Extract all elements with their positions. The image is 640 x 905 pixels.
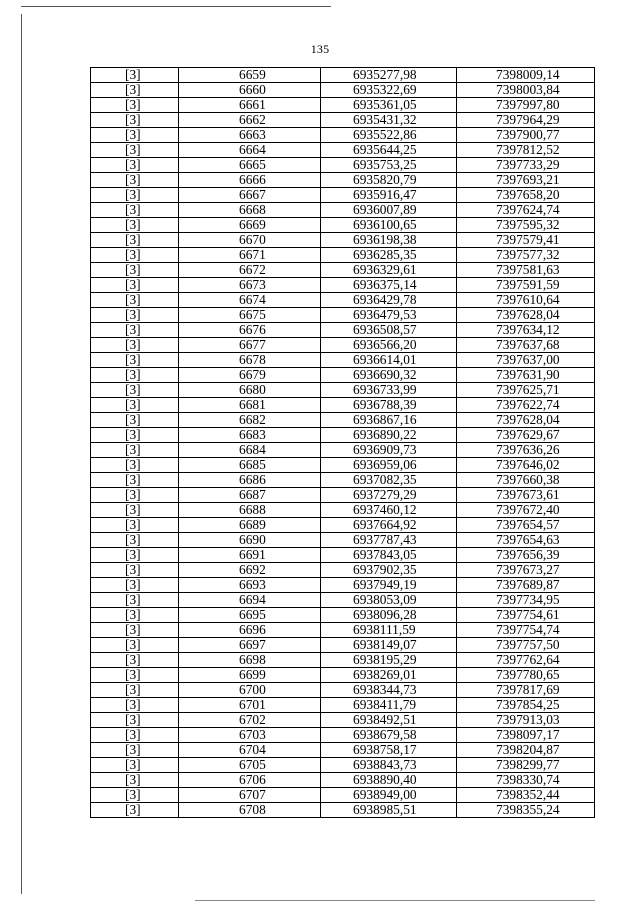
reference-cell: [3] <box>91 608 179 623</box>
point-number-cell: 6673 <box>179 278 321 293</box>
table-row <box>91 398 595 413</box>
y-coordinate-cell: 7397733,29 <box>457 158 595 173</box>
table-row <box>91 713 595 728</box>
point-number-cell: 6688 <box>179 503 321 518</box>
point-number-cell: 6689 <box>179 518 321 533</box>
table-row <box>91 548 595 563</box>
table-row <box>91 533 595 548</box>
reference-cell: [3] <box>91 158 179 173</box>
reference-cell: [3] <box>91 83 179 98</box>
table-row <box>91 488 595 503</box>
reference-cell: [3] <box>91 113 179 128</box>
reference-cell: [3] <box>91 218 179 233</box>
x-coordinate-cell: 6936614,01 <box>321 353 457 368</box>
x-coordinate-cell: 6938411,79 <box>321 698 457 713</box>
scan-edge-left <box>21 14 22 894</box>
x-coordinate-cell: 6935820,79 <box>321 173 457 188</box>
table-row <box>91 728 595 743</box>
y-coordinate-cell: 7397762,64 <box>457 653 595 668</box>
table-row <box>91 308 595 323</box>
y-coordinate-cell: 7397631,90 <box>457 368 595 383</box>
point-number-cell: 6687 <box>179 488 321 503</box>
x-coordinate-cell: 6937843,05 <box>321 548 457 563</box>
table-row <box>91 413 595 428</box>
table-row <box>91 233 595 248</box>
x-coordinate-cell: 6937787,43 <box>321 533 457 548</box>
x-coordinate-cell: 6937082,35 <box>321 473 457 488</box>
point-number-cell: 6665 <box>179 158 321 173</box>
x-coordinate-cell: 6937902,35 <box>321 563 457 578</box>
reference-cell: [3] <box>91 308 179 323</box>
x-coordinate-cell: 6938344,73 <box>321 683 457 698</box>
x-coordinate-cell: 6936959,06 <box>321 458 457 473</box>
y-coordinate-cell: 7397577,32 <box>457 248 595 263</box>
point-number-cell: 6677 <box>179 338 321 353</box>
x-coordinate-cell: 6936867,16 <box>321 413 457 428</box>
x-coordinate-cell: 6938269,01 <box>321 668 457 683</box>
point-number-cell: 6707 <box>179 788 321 803</box>
x-coordinate-cell: 6938985,51 <box>321 803 457 818</box>
y-coordinate-cell: 7397780,65 <box>457 668 595 683</box>
reference-cell: [3] <box>91 803 179 818</box>
table-row <box>91 458 595 473</box>
table-row <box>91 143 595 158</box>
reference-cell: [3] <box>91 758 179 773</box>
point-number-cell: 6702 <box>179 713 321 728</box>
y-coordinate-cell: 7397629,67 <box>457 428 595 443</box>
point-number-cell: 6691 <box>179 548 321 563</box>
reference-cell: [3] <box>91 233 179 248</box>
x-coordinate-cell: 6936909,73 <box>321 443 457 458</box>
table-row <box>91 608 595 623</box>
reference-cell: [3] <box>91 638 179 653</box>
y-coordinate-cell: 7398330,74 <box>457 773 595 788</box>
reference-cell: [3] <box>91 443 179 458</box>
reference-cell: [3] <box>91 68 179 83</box>
point-number-cell: 6676 <box>179 323 321 338</box>
y-coordinate-cell: 7397654,63 <box>457 533 595 548</box>
reference-cell: [3] <box>91 383 179 398</box>
y-coordinate-cell: 7398352,44 <box>457 788 595 803</box>
table-row <box>91 518 595 533</box>
table-row <box>91 443 595 458</box>
reference-cell: [3] <box>91 143 179 158</box>
y-coordinate-cell: 7397646,02 <box>457 458 595 473</box>
reference-cell: [3] <box>91 503 179 518</box>
x-coordinate-cell: 6937279,29 <box>321 488 457 503</box>
y-coordinate-cell: 7397628,04 <box>457 308 595 323</box>
x-coordinate-cell: 6935277,98 <box>321 68 457 83</box>
x-coordinate-cell: 6937460,12 <box>321 503 457 518</box>
point-number-cell: 6698 <box>179 653 321 668</box>
reference-cell: [3] <box>91 473 179 488</box>
point-number-cell: 6671 <box>179 248 321 263</box>
y-coordinate-cell: 7397658,20 <box>457 188 595 203</box>
y-coordinate-cell: 7397610,64 <box>457 293 595 308</box>
scan-edge-bottom <box>195 900 595 901</box>
table-row <box>91 263 595 278</box>
reference-cell: [3] <box>91 788 179 803</box>
x-coordinate-cell: 6936788,39 <box>321 398 457 413</box>
reference-cell: [3] <box>91 398 179 413</box>
scan-edge-top <box>21 6 331 7</box>
y-coordinate-cell: 7397579,41 <box>457 233 595 248</box>
point-number-cell: 6701 <box>179 698 321 713</box>
reference-cell: [3] <box>91 563 179 578</box>
x-coordinate-cell: 6935753,25 <box>321 158 457 173</box>
table-row <box>91 353 595 368</box>
point-number-cell: 6690 <box>179 533 321 548</box>
reference-cell: [3] <box>91 743 179 758</box>
point-number-cell: 6697 <box>179 638 321 653</box>
y-coordinate-cell: 7397754,61 <box>457 608 595 623</box>
y-coordinate-cell: 7397625,71 <box>457 383 595 398</box>
x-coordinate-cell: 6936329,61 <box>321 263 457 278</box>
point-number-cell: 6663 <box>179 128 321 143</box>
x-coordinate-cell: 6938096,28 <box>321 608 457 623</box>
y-coordinate-cell: 7398204,87 <box>457 743 595 758</box>
table-row <box>91 278 595 293</box>
reference-cell: [3] <box>91 668 179 683</box>
table-row <box>91 758 595 773</box>
reference-cell: [3] <box>91 488 179 503</box>
reference-cell: [3] <box>91 173 179 188</box>
y-coordinate-cell: 7397913,03 <box>457 713 595 728</box>
table-row <box>91 593 595 608</box>
table-row <box>91 563 595 578</box>
y-coordinate-cell: 7397672,40 <box>457 503 595 518</box>
x-coordinate-cell: 6935431,32 <box>321 113 457 128</box>
point-number-cell: 6672 <box>179 263 321 278</box>
x-coordinate-cell: 6935522,86 <box>321 128 457 143</box>
reference-cell: [3] <box>91 623 179 638</box>
y-coordinate-cell: 7398003,84 <box>457 83 595 98</box>
y-coordinate-cell: 7397757,50 <box>457 638 595 653</box>
table-row <box>91 173 595 188</box>
reference-cell: [3] <box>91 698 179 713</box>
point-number-cell: 6686 <box>179 473 321 488</box>
table-row <box>91 203 595 218</box>
table-row <box>91 158 595 173</box>
reference-cell: [3] <box>91 188 179 203</box>
point-number-cell: 6668 <box>179 203 321 218</box>
table-row <box>91 743 595 758</box>
reference-cell: [3] <box>91 323 179 338</box>
table-row <box>91 383 595 398</box>
point-number-cell: 6703 <box>179 728 321 743</box>
y-coordinate-cell: 7397817,69 <box>457 683 595 698</box>
x-coordinate-cell: 6938053,09 <box>321 593 457 608</box>
x-coordinate-cell: 6938890,40 <box>321 773 457 788</box>
point-number-cell: 6678 <box>179 353 321 368</box>
y-coordinate-cell: 7397673,27 <box>457 563 595 578</box>
y-coordinate-cell: 7398097,17 <box>457 728 595 743</box>
y-coordinate-cell: 7397654,57 <box>457 518 595 533</box>
point-number-cell: 6666 <box>179 173 321 188</box>
table-row <box>91 83 595 98</box>
reference-cell: [3] <box>91 533 179 548</box>
point-number-cell: 6699 <box>179 668 321 683</box>
point-number-cell: 6669 <box>179 218 321 233</box>
point-number-cell: 6681 <box>179 398 321 413</box>
table-row <box>91 668 595 683</box>
y-coordinate-cell: 7397591,59 <box>457 278 595 293</box>
x-coordinate-cell: 6936890,22 <box>321 428 457 443</box>
point-number-cell: 6664 <box>179 143 321 158</box>
point-number-cell: 6667 <box>179 188 321 203</box>
point-number-cell: 6705 <box>179 758 321 773</box>
x-coordinate-cell: 6936285,35 <box>321 248 457 263</box>
y-coordinate-cell: 7397964,29 <box>457 113 595 128</box>
table-row <box>91 248 595 263</box>
point-number-cell: 6692 <box>179 563 321 578</box>
y-coordinate-cell: 7397660,38 <box>457 473 595 488</box>
point-number-cell: 6700 <box>179 683 321 698</box>
y-coordinate-cell: 7397656,39 <box>457 548 595 563</box>
table-row <box>91 638 595 653</box>
y-coordinate-cell: 7397581,63 <box>457 263 595 278</box>
x-coordinate-cell: 6936508,57 <box>321 323 457 338</box>
table-row <box>91 623 595 638</box>
y-coordinate-cell: 7397622,74 <box>457 398 595 413</box>
x-coordinate-cell: 6935361,05 <box>321 98 457 113</box>
reference-cell: [3] <box>91 353 179 368</box>
x-coordinate-cell: 6936198,38 <box>321 233 457 248</box>
coordinates-table <box>90 67 595 818</box>
point-number-cell: 6661 <box>179 98 321 113</box>
reference-cell: [3] <box>91 428 179 443</box>
reference-cell: [3] <box>91 293 179 308</box>
table-row <box>91 323 595 338</box>
y-coordinate-cell: 7397637,68 <box>457 338 595 353</box>
point-number-cell: 6674 <box>179 293 321 308</box>
table-row <box>91 68 595 83</box>
reference-cell: [3] <box>91 728 179 743</box>
x-coordinate-cell: 6936566,20 <box>321 338 457 353</box>
reference-cell: [3] <box>91 203 179 218</box>
x-coordinate-cell: 6936479,53 <box>321 308 457 323</box>
x-coordinate-cell: 6936007,89 <box>321 203 457 218</box>
point-number-cell: 6662 <box>179 113 321 128</box>
point-number-cell: 6704 <box>179 743 321 758</box>
x-coordinate-cell: 6936429,78 <box>321 293 457 308</box>
x-coordinate-cell: 6937949,19 <box>321 578 457 593</box>
y-coordinate-cell: 7397636,26 <box>457 443 595 458</box>
point-number-cell: 6696 <box>179 623 321 638</box>
y-coordinate-cell: 7397997,80 <box>457 98 595 113</box>
x-coordinate-cell: 6938949,00 <box>321 788 457 803</box>
reference-cell: [3] <box>91 683 179 698</box>
table-row <box>91 803 595 818</box>
table-row <box>91 218 595 233</box>
y-coordinate-cell: 7397754,74 <box>457 623 595 638</box>
x-coordinate-cell: 6935644,25 <box>321 143 457 158</box>
point-number-cell: 6694 <box>179 593 321 608</box>
reference-cell: [3] <box>91 263 179 278</box>
x-coordinate-cell: 6938758,17 <box>321 743 457 758</box>
y-coordinate-cell: 7397854,25 <box>457 698 595 713</box>
table-row <box>91 503 595 518</box>
table-row <box>91 773 595 788</box>
point-number-cell: 6660 <box>179 83 321 98</box>
y-coordinate-cell: 7397673,61 <box>457 488 595 503</box>
reference-cell: [3] <box>91 518 179 533</box>
table-row <box>91 578 595 593</box>
table-row <box>91 98 595 113</box>
table-row <box>91 653 595 668</box>
point-number-cell: 6685 <box>179 458 321 473</box>
reference-cell: [3] <box>91 593 179 608</box>
point-number-cell: 6706 <box>179 773 321 788</box>
y-coordinate-cell: 7397634,12 <box>457 323 595 338</box>
point-number-cell: 6708 <box>179 803 321 818</box>
reference-cell: [3] <box>91 458 179 473</box>
y-coordinate-cell: 7398299,77 <box>457 758 595 773</box>
x-coordinate-cell: 6938679,58 <box>321 728 457 743</box>
reference-cell: [3] <box>91 278 179 293</box>
x-coordinate-cell: 6938492,51 <box>321 713 457 728</box>
reference-cell: [3] <box>91 548 179 563</box>
point-number-cell: 6659 <box>179 68 321 83</box>
y-coordinate-cell: 7397900,77 <box>457 128 595 143</box>
x-coordinate-cell: 6937664,92 <box>321 518 457 533</box>
y-coordinate-cell: 7397693,21 <box>457 173 595 188</box>
y-coordinate-cell: 7397628,04 <box>457 413 595 428</box>
point-number-cell: 6680 <box>179 383 321 398</box>
reference-cell: [3] <box>91 413 179 428</box>
x-coordinate-cell: 6935916,47 <box>321 188 457 203</box>
x-coordinate-cell: 6938111,59 <box>321 623 457 638</box>
y-coordinate-cell: 7397637,00 <box>457 353 595 368</box>
reference-cell: [3] <box>91 578 179 593</box>
table-row <box>91 113 595 128</box>
x-coordinate-cell: 6936100,65 <box>321 218 457 233</box>
reference-cell: [3] <box>91 98 179 113</box>
reference-cell: [3] <box>91 713 179 728</box>
reference-cell: [3] <box>91 248 179 263</box>
y-coordinate-cell: 7397689,87 <box>457 578 595 593</box>
table-row <box>91 368 595 383</box>
y-coordinate-cell: 7397624,74 <box>457 203 595 218</box>
table-row <box>91 338 595 353</box>
y-coordinate-cell: 7397734,95 <box>457 593 595 608</box>
reference-cell: [3] <box>91 773 179 788</box>
x-coordinate-cell: 6938149,07 <box>321 638 457 653</box>
reference-cell: [3] <box>91 653 179 668</box>
y-coordinate-cell: 7397812,52 <box>457 143 595 158</box>
point-number-cell: 6679 <box>179 368 321 383</box>
x-coordinate-cell: 6938195,29 <box>321 653 457 668</box>
table-row <box>91 128 595 143</box>
point-number-cell: 6693 <box>179 578 321 593</box>
point-number-cell: 6675 <box>179 308 321 323</box>
y-coordinate-cell: 7398355,24 <box>457 803 595 818</box>
coordinates-table-body <box>91 68 595 818</box>
x-coordinate-cell: 6936375,14 <box>321 278 457 293</box>
reference-cell: [3] <box>91 368 179 383</box>
table-row <box>91 683 595 698</box>
point-number-cell: 6695 <box>179 608 321 623</box>
point-number-cell: 6682 <box>179 413 321 428</box>
y-coordinate-cell: 7397595,32 <box>457 218 595 233</box>
x-coordinate-cell: 6935322,69 <box>321 83 457 98</box>
reference-cell: [3] <box>91 338 179 353</box>
table-row <box>91 788 595 803</box>
x-coordinate-cell: 6936733,99 <box>321 383 457 398</box>
table-row <box>91 473 595 488</box>
y-coordinate-cell: 7398009,14 <box>457 68 595 83</box>
point-number-cell: 6670 <box>179 233 321 248</box>
table-row <box>91 428 595 443</box>
table-row <box>91 698 595 713</box>
reference-cell: [3] <box>91 128 179 143</box>
x-coordinate-cell: 6938843,73 <box>321 758 457 773</box>
x-coordinate-cell: 6936690,32 <box>321 368 457 383</box>
point-number-cell: 6683 <box>179 428 321 443</box>
point-number-cell: 6684 <box>179 443 321 458</box>
table-row <box>91 293 595 308</box>
page-number: 135 <box>310 42 330 56</box>
table-row <box>91 188 595 203</box>
